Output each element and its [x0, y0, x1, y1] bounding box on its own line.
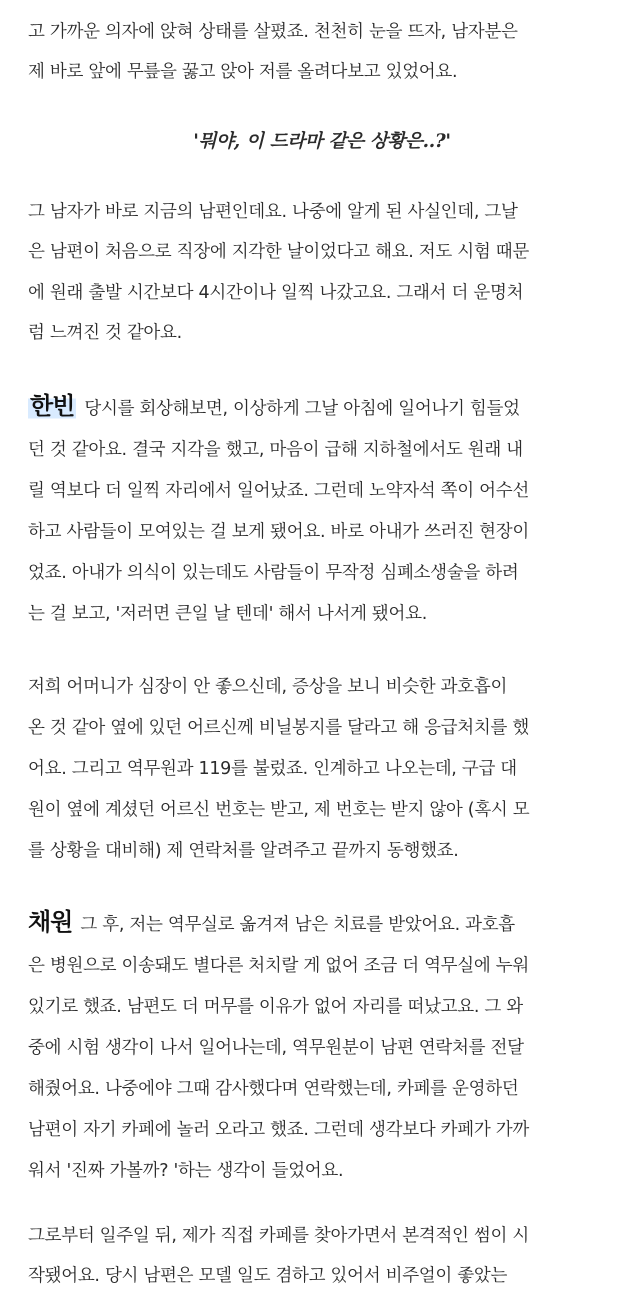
paragraph-line: 그 남자가 바로 지금의 남편인데요. 나중에 알게 된 사실인데, 그날 [28, 202, 518, 222]
paragraph-line: 었죠. 아내가 의식이 있는데도 사람들이 무작정 심폐소생술을 하려 [28, 563, 519, 583]
paragraph-line: 어요. 그리고 역무원과 119를 불렀죠. 인계하고 나오는데, 구급 대 [28, 759, 517, 779]
paragraph-line: 를 상황을 대비해) 제 연락처를 알려주고 끝까지 동행했죠. [28, 841, 459, 861]
paragraph-line: 원이 옆에 계셨던 어르신 번호는 받고, 제 번호는 받지 않아 (혹시 모 [28, 800, 530, 820]
paragraph-line: 있기로 했죠. 남편도 더 머무를 이유가 없어 자리를 떠났고요. 그 와 [28, 997, 523, 1017]
paragraph-line: 작됐어요. 당시 남편은 모델 일도 겸하고 있어서 비주얼이 좋았는 [28, 1266, 508, 1286]
paragraph-line: 던 것 같아요. 결국 지각을 했고, 마음이 급해 지하철에서도 원래 내 [28, 440, 523, 460]
paragraph-line: 은 남편이 처음으로 직장에 지각한 날이었다고 해요. 저도 시험 때문 [28, 242, 529, 262]
paragraph-line: 남편이 자기 카페에 놀러 오라고 했죠. 그런데 생각보다 카페가 가까 [28, 1120, 529, 1140]
paragraph-line: 는 걸 보고, '저러면 큰일 날 텐데' 해서 나서게 됐어요. [28, 604, 428, 624]
paragraph-line: 워서 '진짜 가볼까? '하는 생각이 들었어요. [28, 1161, 344, 1181]
paragraph-line: 릴 역보다 더 일찍 자리에서 일어났죠. 그런데 노약자석 쪽이 어수선 [28, 481, 529, 501]
paragraph-line: 제 바로 앞에 무릎을 꿇고 앉아 저를 올려다보고 있었어요. [28, 62, 458, 82]
paragraph-line: 당시를 회상해보면, 이상하게 그날 아침에 일어나기 힘들었 [84, 399, 520, 419]
paragraph-line: 고 가까운 의자에 앉혀 상태를 살폈죠. 천천히 눈을 뜨자, 남자분은 [28, 22, 518, 42]
paragraph-line: 그 후, 저는 역무실로 옮겨져 남은 치료를 받았어요. 과호흡 [80, 915, 515, 935]
pull-quote: '뭐야, 이 드라마 같은 상황은..?' [193, 131, 451, 152]
paragraph-line: 해줬어요. 나중에야 그때 감사했다며 연락했는데, 카페를 운영하던 [28, 1079, 519, 1099]
paragraph-line: 저희 어머니가 심장이 안 좋으신데, 증상을 보니 비슷한 과호흡이 [28, 677, 508, 697]
paragraph-line: 그로부터 일주일 뒤, 제가 직접 카페를 찾아가면서 본격적인 썸이 시 [28, 1226, 529, 1246]
paragraph-line: 럼 느껴진 것 같아요. [28, 323, 182, 343]
speaker-label: 채원 [28, 907, 73, 936]
paragraph-line: 은 병원으로 이송돼도 별다른 처치랄 게 없어 조금 더 역무실에 누워 [28, 956, 529, 976]
paragraph-line: 온 것 같아 옆에 있던 어르신께 비닐봉지를 달라고 해 응급처치를 했 [28, 718, 529, 738]
paragraph-line: 중에 시험 생각이 나서 일어나는데, 역무원분이 남편 연락처를 전달 [28, 1038, 524, 1058]
paragraph-line: 에 원래 출발 시간보다 4시간이나 일찍 나갔고요. 그래서 더 운명처 [28, 283, 524, 303]
paragraph-line: 하고 사람들이 모여있는 걸 보게 됐어요. 바로 아내가 쓰러진 현장이 [28, 522, 529, 542]
speaker-label: 한빈 [30, 391, 75, 420]
